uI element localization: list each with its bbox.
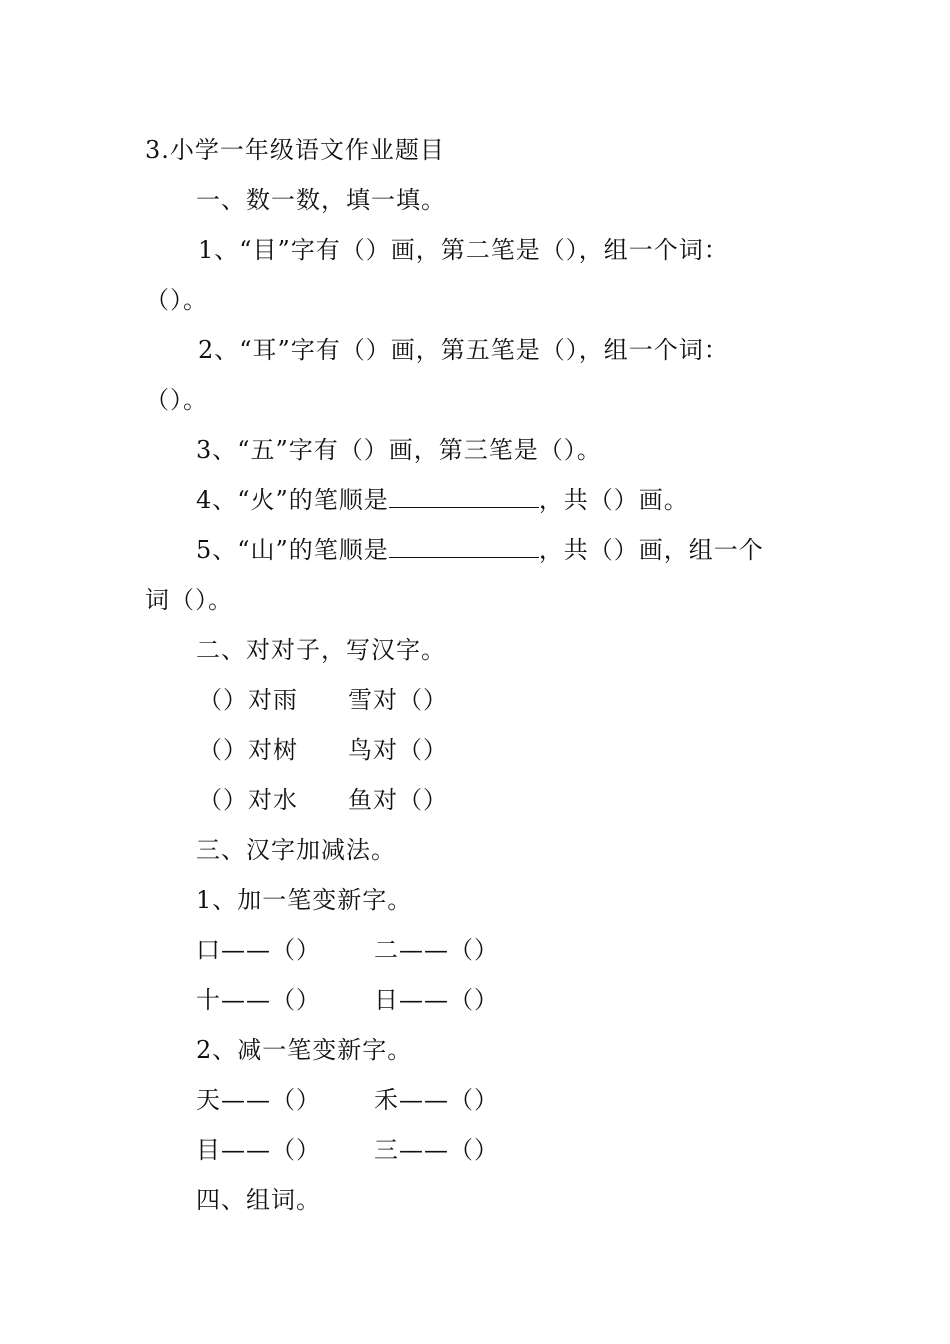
add-row-1 — [196, 935, 499, 965]
section3-heading: 三、汉字加减法。 — [196, 836, 396, 864]
couplet-right: 鱼对（） — [348, 786, 448, 814]
question-4 — [196, 485, 689, 515]
sub-left: 目——（） — [196, 1136, 321, 1164]
section4-heading: 四、组词。 — [196, 1186, 321, 1214]
couplet-left: （）对树 — [198, 736, 298, 764]
sub-row-2 — [196, 1135, 499, 1165]
sub-right: 禾——（） — [374, 1086, 499, 1114]
sub-right: 三——（） — [374, 1136, 499, 1164]
question-5-tail: ，共（）画，组一个 — [538, 536, 764, 564]
question-4-text: 4、“火”的笔顺是 — [196, 486, 389, 514]
couplet-right: 雪对（） — [348, 686, 448, 714]
question-5 — [196, 535, 764, 565]
add-right: 二——（） — [374, 936, 499, 964]
document-title: 3.小学一年级语文作业题目 — [145, 136, 445, 164]
question-5-text: 5、“山”的笔顺是 — [196, 536, 389, 564]
couplet-row-3 — [198, 785, 448, 815]
couplet-row-2 — [198, 735, 448, 765]
couplet-left: （）对雨 — [198, 686, 298, 714]
sub-row-1 — [196, 1085, 499, 1115]
question-3: 3、“五”字有（）画，第三笔是（）。 — [196, 436, 602, 464]
question-1-line-1: 1、“目”字有（）画，第二笔是（），组一个词： — [198, 236, 729, 264]
add-row-2 — [196, 985, 499, 1015]
add-right: 日——（） — [374, 986, 499, 1014]
add-left: 口——（） — [196, 936, 321, 964]
answer-blank — [389, 535, 539, 558]
question-4-tail: ，共（）画。 — [538, 486, 689, 514]
answer-blank — [389, 485, 539, 508]
add-left: 十——（） — [196, 986, 321, 1014]
section1-heading: 一、数一数，填一填。 — [196, 186, 446, 214]
section2-heading: 二、对对子，写汉字。 — [196, 636, 446, 664]
remove-stroke-subheading: 2、减一笔变新字。 — [196, 1036, 413, 1064]
question-5-line-2: 词（）。 — [145, 586, 233, 614]
sub-left: 天——（） — [196, 1086, 321, 1114]
couplet-left: （）对水 — [198, 786, 298, 814]
couplet-row-1 — [198, 685, 448, 715]
question-2-line-1: 2、“耳”字有（）画，第五笔是（），组一个词： — [198, 336, 729, 364]
question-2-line-2: （）。 — [145, 386, 208, 414]
couplet-right: 鸟对（） — [348, 736, 448, 764]
question-1-line-2: （）。 — [145, 286, 208, 314]
add-stroke-subheading: 1、加一笔变新字。 — [196, 886, 413, 914]
